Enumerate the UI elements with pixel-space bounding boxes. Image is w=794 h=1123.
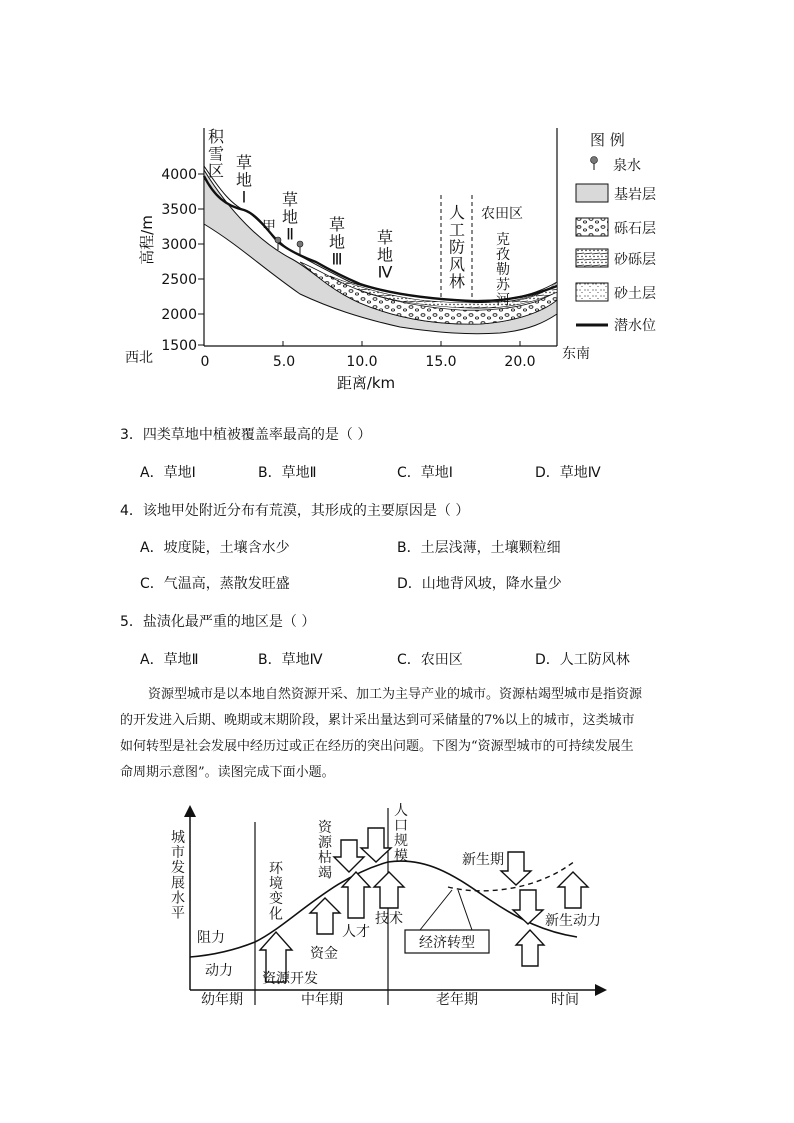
grassland-1-label: 草地 Ⅰ <box>235 153 253 207</box>
x-axis-label: 距离/km <box>336 374 396 392</box>
economic-transform-label: 经济转型 <box>419 935 475 951</box>
legend-sandy-soil: 砂土层 <box>614 286 656 302</box>
transform-pointer <box>420 890 452 930</box>
talent-label: 人才 <box>342 924 370 940</box>
legend-bedrock-swatch <box>576 184 608 202</box>
option[interactable]: D．山地背风坡，降水量少 <box>397 576 562 592</box>
option[interactable]: B．土层浅薄，土壤颗粒细 <box>397 540 561 556</box>
spring-icon <box>297 241 303 254</box>
jia-label: 甲 <box>262 219 276 235</box>
farm-zone-label: 农田区 <box>481 206 523 222</box>
west-label: 西北 <box>125 350 153 366</box>
question-stem: 5．盐渍化最严重的地区是（ ） <box>120 614 316 630</box>
legend-gravel-swatch <box>576 218 608 236</box>
legend-sandy-soil-swatch <box>576 283 608 301</box>
legend-spring: 泉水 <box>613 158 641 174</box>
paragraph-line: 资源型城市是以本地自然资源开采、加工为主导产业的城市。资源枯竭型城市是指资源 <box>148 687 643 702</box>
river-label: 克孜勒苏河 <box>496 232 510 309</box>
x-tick-labels <box>201 354 536 370</box>
resource-dev-label: 资源开发 <box>262 971 318 987</box>
y-axis-label: 高程/m <box>138 215 156 265</box>
env-change-label: 环境变化 <box>269 861 283 923</box>
stage-middle-label: 中年期 <box>301 992 343 1008</box>
grassland-2-label: 草地 Ⅱ <box>281 190 299 244</box>
option[interactable]: C．草地Ⅰ <box>397 465 453 481</box>
snow-zone-label: 积雪区 <box>207 127 225 181</box>
y-ticks <box>198 174 204 345</box>
option[interactable]: C．农田区 <box>397 652 463 668</box>
y-axis-label: 城市发展水平 <box>171 830 185 922</box>
y-tick-label: 4000 <box>161 167 197 183</box>
question-stem: 3．四类草地中植被覆盖率最高的是（ ） <box>120 427 372 443</box>
stage-youth-label: 幼年期 <box>201 992 243 1008</box>
legend-water-table: 潜水位 <box>614 318 656 334</box>
option[interactable]: A．草地Ⅱ <box>140 652 199 668</box>
paragraph-line: 如何转型是社会发展中经历过或正在经历的突出问题。下图为“资源型城市的可持续发展生 <box>120 739 634 754</box>
x-tick-label: 10.0 <box>346 354 378 370</box>
spring-icon <box>591 157 598 171</box>
legend-sandy-gravel-swatch <box>576 249 608 267</box>
east-label: 东南 <box>562 346 590 362</box>
option[interactable]: D．草地Ⅳ <box>535 465 601 481</box>
x-tick-label: 0 <box>200 354 210 370</box>
y-tick-label: 3000 <box>161 237 197 253</box>
y-tick-label: 2000 <box>161 307 197 323</box>
depletion-label: 资源枯竭 <box>318 820 332 882</box>
paragraph-line: 的开发进入后期、晚期或末期阶段，累计采出量达到可采储量的7%以上的城市，这类城市 <box>120 713 635 728</box>
legend-bedrock: 基岩层 <box>614 187 656 203</box>
option[interactable]: C．气温高，蒸散发旺盛 <box>140 576 290 592</box>
population-label: 人口规模 <box>394 803 408 865</box>
question-stem: 4．该地甲处附近分布有荒漠，其形成的主要原因是（ ） <box>120 503 470 519</box>
funds-label: 资金 <box>310 946 338 962</box>
legend-sandy-gravel: 砂砾层 <box>614 252 656 268</box>
y-tick-label: 1500 <box>161 338 197 354</box>
grassland-4-label: 草地 Ⅳ <box>376 228 394 282</box>
option[interactable]: A．草地Ⅰ <box>140 465 196 481</box>
down-arrow-icon <box>334 828 543 924</box>
power-label: 动力 <box>205 963 233 979</box>
grassland-3-label: 草地 Ⅲ <box>328 215 346 269</box>
y-tick-label: 3500 <box>161 202 197 218</box>
option[interactable]: B．草地Ⅳ <box>258 652 323 668</box>
new-period-label: 新生期 <box>462 852 504 868</box>
resistance-label: 阻力 <box>197 930 225 946</box>
x-tick-label: 15.0 <box>425 354 457 370</box>
y-tick-label: 2500 <box>161 272 197 288</box>
y-tick-labels <box>161 167 197 354</box>
time-label: 时间 <box>551 992 579 1008</box>
new-power-label: 新生动力 <box>545 913 601 929</box>
x-tick-label: 20.0 <box>504 354 536 370</box>
shelterbelt-label: 人工防风林 <box>448 203 466 292</box>
lifecycle-figure <box>0 790 794 1030</box>
x-tick-label: 5.0 <box>272 354 296 370</box>
option[interactable]: A．坡度陡，土壤含水少 <box>140 540 290 556</box>
tech-label: 技术 <box>375 911 403 927</box>
legend-title: 图 例 <box>590 131 625 149</box>
stage-old-label: 老年期 <box>436 992 478 1008</box>
x-ticks <box>283 341 520 346</box>
transform-pointer <box>458 890 472 930</box>
terrain-profile-figure <box>0 0 794 400</box>
paragraph-line: 命周期示意图”。读图完成下面小题。 <box>120 765 335 780</box>
option[interactable]: D．人工防风林 <box>535 652 630 668</box>
option[interactable]: B．草地Ⅱ <box>258 465 317 481</box>
legend-gravel: 砾石层 <box>614 221 656 237</box>
material-paragraph <box>120 682 675 786</box>
legend <box>576 131 656 334</box>
